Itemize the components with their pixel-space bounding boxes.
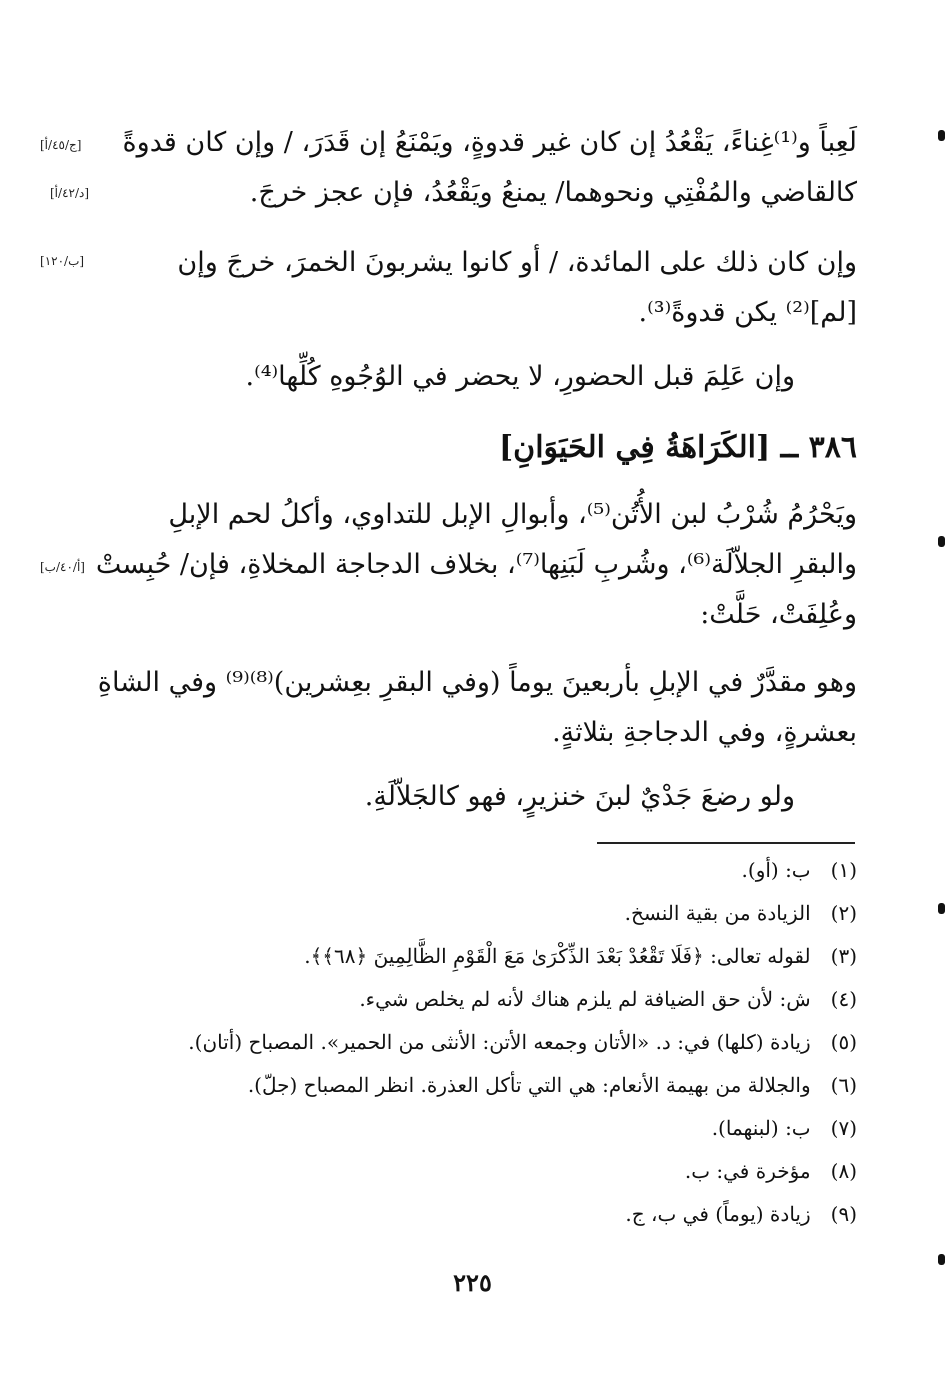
footnote-number: (١)	[830, 858, 857, 882]
footnote-text: ب: (لبنهما).	[711, 1116, 811, 1140]
footnote-text: لقوله تعالى: ﴿فَلَا تَقْعُدْ بَعْدَ الذِّكْرَىٰ مَعَ الْقَوْمِ الظَّالِمِينَ ﴿٦٨﴾﴾.	[304, 944, 811, 968]
margin-reference: [ج/٤٥/أ]	[40, 138, 82, 152]
footnote	[685, 1159, 857, 1183]
footnote	[742, 858, 857, 882]
footnote-divider	[597, 842, 855, 844]
margin-reference: [د/٤٢/أ]	[50, 186, 90, 200]
scan-edge-mark	[938, 130, 945, 141]
text-line: وعُلِفَتْ، حَلَّتْ:	[700, 599, 857, 630]
footnote-number: (٥)	[830, 1030, 857, 1054]
footnote	[304, 944, 857, 968]
footnote-number: (٣)	[830, 944, 857, 968]
footnote-text: الزيادة من بقية النسخ.	[624, 901, 811, 925]
scan-edge-mark	[938, 903, 945, 914]
paragraph	[95, 352, 795, 402]
footnote-text: زيادة (كلها) في: د. «الأتان وجمعه الأتن: الأنثى من الحمير». المصباح (أتان).	[188, 1030, 811, 1054]
footnote	[248, 1073, 857, 1097]
text-line: لَعِباً و⁽¹⁾غِناءً، يَقْعُدُ إن كان غير قدوةٍ، ويَمْنَعُ إن قَدَرَ، / وإن كان قدوةً	[122, 127, 857, 158]
footnote-text: والجلالة من بهيمة الأنعام: هي التي تأكل العذرة. انظر المصباح (جلّ).	[247, 1073, 811, 1097]
footnote	[712, 1116, 857, 1140]
margin-reference: [ب/١٢٠]	[40, 254, 85, 268]
footnote-text: ش: لأن حق الضيافة لم يلزم هناك لأنه لم يخلص شيء.	[359, 987, 811, 1011]
footnote-text: ب: (أو).	[741, 858, 811, 882]
paragraph	[95, 490, 857, 640]
scan-edge-mark	[938, 536, 945, 547]
paragraph	[87, 118, 857, 218]
footnote-number: (٧)	[830, 1116, 857, 1140]
text-line: وإن عَلِمَ قبل الحضورِ، لا يحضر في الوُجُوهِ كُلِّها⁽⁴⁾.	[245, 361, 795, 392]
text-line: ولو رضعَ جَدْيٌ لبنَ خنزيرٍ، فهو كالجَلاّلَةِ.	[364, 781, 795, 812]
paragraph	[295, 772, 795, 822]
text-line: والبقرِ الجلاّلَة⁽⁶⁾، وشُربِ لَبَنِها⁽⁷⁾، بخلاف الدجاجة المخلاةِ، فإن/ حُبِستْ	[95, 549, 857, 580]
footnote-text: مؤخرة في: ب.	[684, 1159, 811, 1183]
text-line: ويَحْرُمُ شُرْبُ لبن الأُتُن⁽⁵⁾، وأبوالِ الإبل للتداوي، وأكلُ لحم الإبلِ	[168, 499, 857, 530]
text-line: [لم]⁽²⁾ يكن قدوةً⁽³⁾.	[638, 297, 857, 328]
footnote	[188, 1030, 857, 1054]
paragraph	[97, 658, 857, 758]
footnote	[625, 901, 857, 925]
scan-edge-mark	[938, 1254, 945, 1265]
text-line: بعشرةٍ، وفي الدجاجةِ بثلاثةٍ.	[552, 717, 857, 748]
footnote-number: (٨)	[830, 1159, 857, 1183]
text-line: وهو مقدَّرٌ في الإبلِ بأربعينَ يوماً (وفي البقرِ بعِشرين)⁽⁸⁾⁽⁹⁾ وفي الشاةِ	[97, 667, 857, 698]
footnote	[359, 987, 857, 1011]
page-number: ٢٢٥	[453, 1268, 492, 1297]
section-heading: ٣٨٦ ــ [الكَرَاهَةُ فِي الحَيَوَانِ]	[498, 430, 857, 465]
footnote-number: (٤)	[830, 987, 857, 1011]
paragraph	[157, 238, 857, 338]
text-line: كالقاضي والمُفْتِي ونحوهما/ يمنعُ ويَقْعُدُ، فإن عجز خرجَ.	[249, 177, 857, 208]
text-line: وإن كان ذلك على المائدة، / أو كانوا يشربونَ الخمرَ، خرجَ وإن	[177, 247, 857, 278]
footnote-number: (٦)	[830, 1073, 857, 1097]
footnote-number: (٢)	[830, 901, 857, 925]
margin-reference: [أ/٤٠/ب]	[40, 560, 85, 574]
footnote-number: (٩)	[830, 1202, 857, 1226]
footnote-text: زيادة (يوماً) في ب، ج.	[625, 1202, 811, 1226]
footnote	[625, 1202, 857, 1226]
